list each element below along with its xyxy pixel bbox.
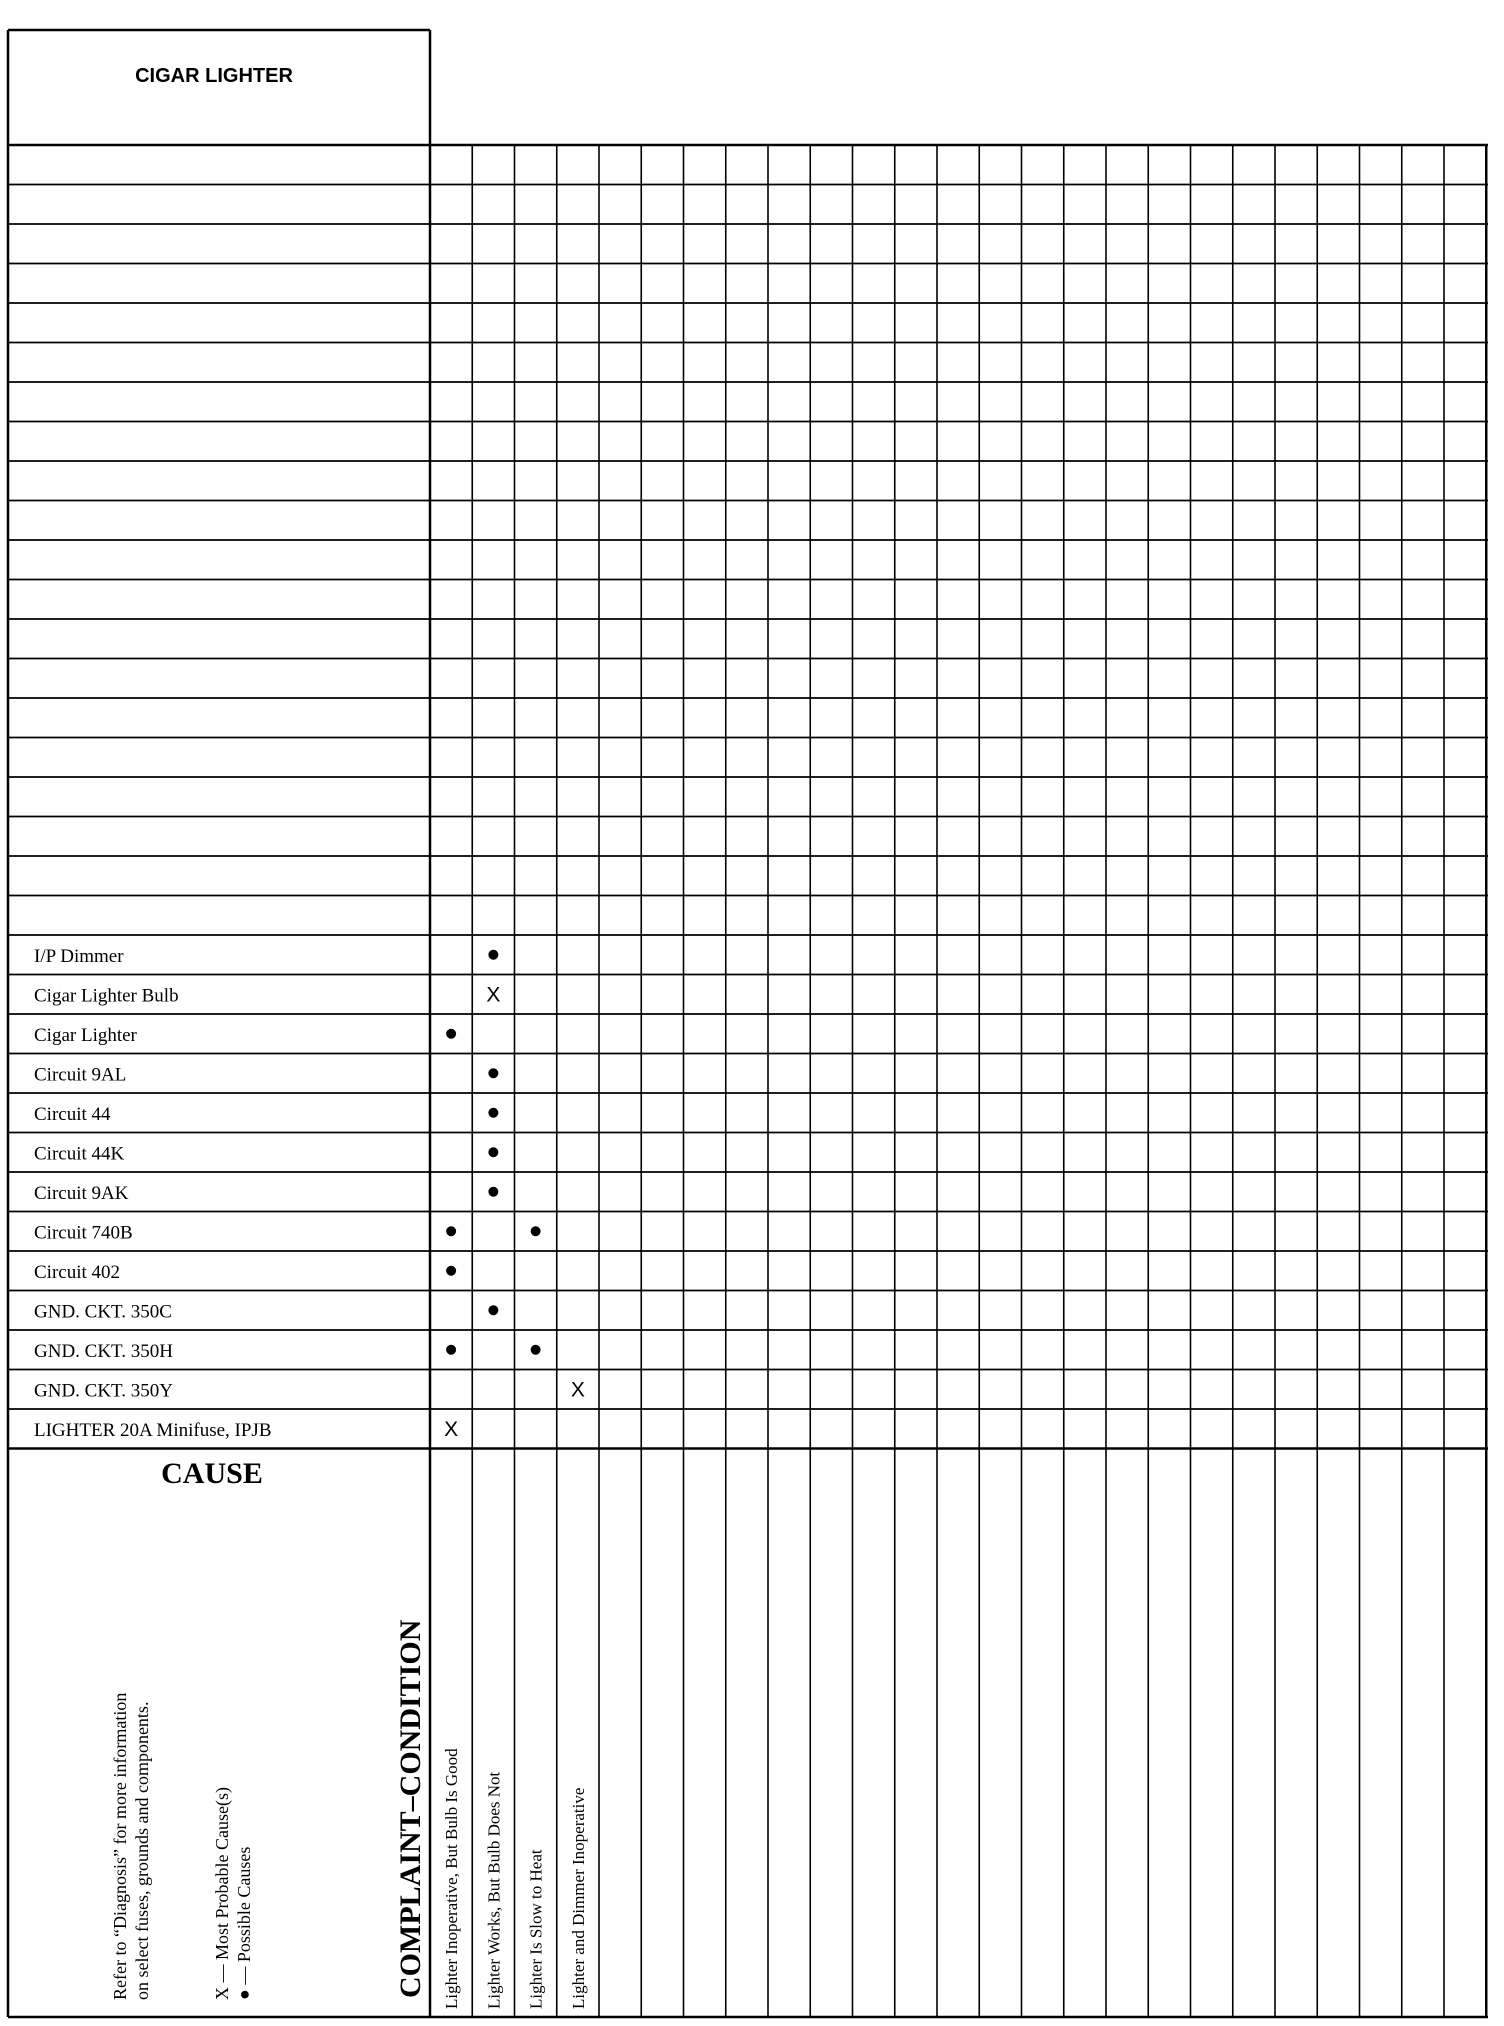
- cause-labels: [34, 946, 272, 1441]
- legend-possible: ● — Possible Causes: [234, 1846, 254, 2000]
- cause-heading: CAUSE: [161, 1457, 263, 1490]
- possible-cause-mark: [531, 1226, 541, 1236]
- cause-label: I/P Dimmer: [34, 945, 124, 967]
- possible-cause-mark: [488, 950, 498, 960]
- possible-cause-mark: [488, 1068, 498, 1078]
- possible-cause-mark: [446, 1029, 456, 1039]
- complaint-label: Lighter Works, But Bulb Does Not: [484, 1771, 504, 2009]
- cause-label: Circuit 9AK: [34, 1182, 129, 1204]
- grid-lines: [8, 30, 1488, 2017]
- legend-most-probable: X — Most Probable Cause(s): [212, 1787, 232, 2000]
- complaint-label: Lighter and Dimmer Inoperative: [568, 1787, 588, 2009]
- cause-label: GND. CKT. 350H: [34, 1340, 173, 1362]
- possible-cause-mark: [488, 1108, 498, 1118]
- possible-cause-mark: [446, 1345, 456, 1355]
- cause-label: Circuit 9AL: [34, 1064, 127, 1086]
- cause-label: Circuit 44K: [34, 1143, 125, 1165]
- possible-cause-mark: [488, 1187, 498, 1197]
- cause-label: Circuit 402: [34, 1261, 121, 1283]
- complaint-label: Lighter Inoperative, But Bulb Is Good: [442, 1748, 462, 2009]
- possible-cause-mark: [446, 1266, 456, 1276]
- cause-label: LIGHTER 20A Minifuse, IPJB: [34, 1419, 272, 1441]
- possible-cause-mark: [488, 1305, 498, 1315]
- cause-label: GND. CKT. 350Y: [34, 1380, 173, 1402]
- complaint-heading: COMPLAINT–CONDITION: [394, 1619, 427, 1998]
- possible-cause-mark: [488, 1147, 498, 1157]
- note-block: [110, 1693, 152, 2000]
- chart-title: CIGAR LIGHTER: [135, 65, 293, 87]
- cause-label: Circuit 44: [34, 1103, 111, 1125]
- complaint-heading-block: [394, 1619, 427, 1998]
- possible-cause-mark: [531, 1345, 541, 1355]
- cause-label: Cigar Lighter Bulb: [34, 985, 179, 1007]
- note-line-1: Refer to “Diagnosis” for more information: [110, 1692, 130, 2000]
- most-probable-cause-mark: X: [444, 1417, 459, 1441]
- legend-block: [212, 1787, 254, 2000]
- most-probable-cause-mark: X: [486, 983, 501, 1007]
- cause-label: Circuit 740B: [34, 1222, 133, 1244]
- possible-cause-mark: [446, 1226, 456, 1236]
- complaint-label: Lighter Is Slow to Heat: [526, 1849, 546, 2009]
- cause-label: Cigar Lighter: [34, 1024, 137, 1046]
- cause-label: GND. CKT. 350C: [34, 1301, 172, 1323]
- note-line-2: on select fuses, grounds and components.: [132, 1701, 152, 2000]
- most-probable-cause-mark: X: [570, 1378, 585, 1402]
